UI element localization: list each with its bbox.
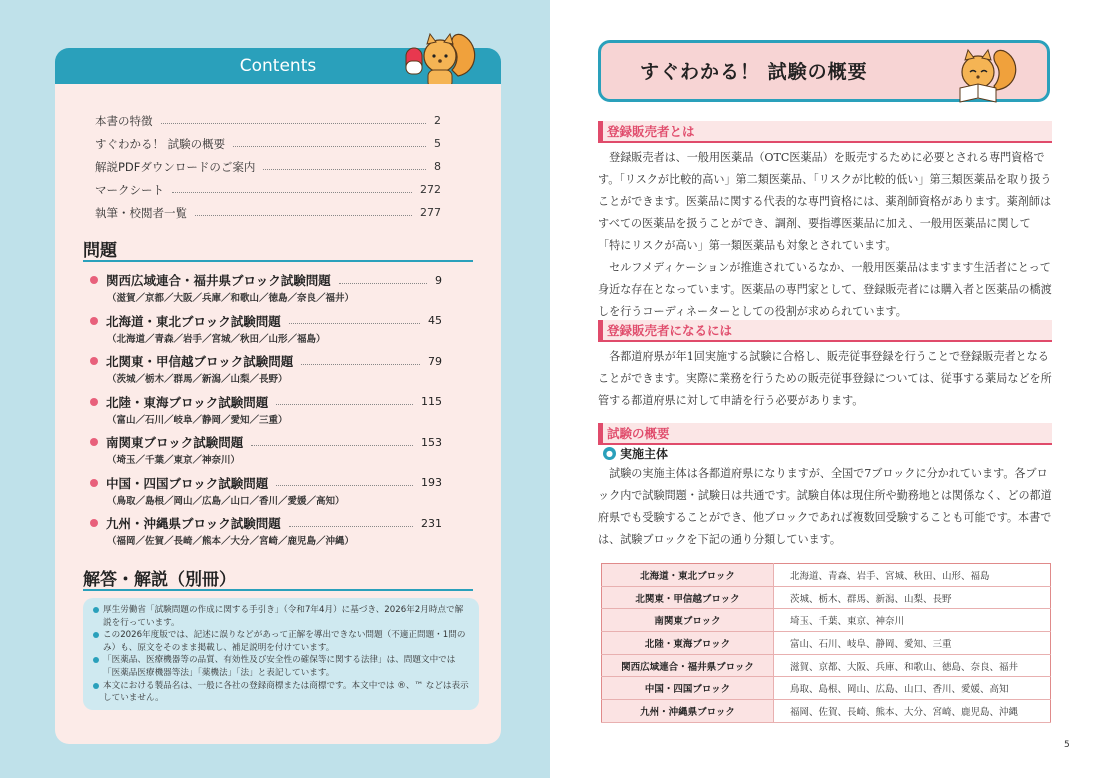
table-row: 九州・沖縄県ブロック 福岡、佐賀、長崎、熊本、大分、宮崎、鹿児島、沖縄: [602, 700, 1051, 723]
paragraph: 試験の実施主体は各都道府県になりますが、全国で7ブロックに分かれています。各ブロック内で試験問題・試験日は共通です。試験自体は現住所や勤務地とは関係なく、どの都道府県でも受験することができ、他ブロックであれば複数回受験することも可能です。本書では、試験ブロックを下記の通り分類しています。: [598, 467, 1052, 546]
bullet-icon: [93, 683, 99, 689]
bullet-icon: [90, 357, 98, 365]
paragraph: 登録販売者は、一般用医薬品（OTC医薬品）を販売するために必要とされる専門資格です。「リスクが比較的高い」第二類医薬品、「リスクが比較的低い」第三類医薬品を取り扱うことができます。医薬品に関する代表的な専門資格には、薬剤師資格があります。薬剤師はすべての医薬品を扱うことができ、調剤、要指導医薬品に加え、一般用医薬品に関して「特にリスクが高い」第一類医薬品も対象とされています。: [598, 151, 1052, 252]
toc-item[interactable]: 本書の特徴 2: [95, 113, 441, 128]
squirrel-mascot-icon: [400, 26, 480, 90]
page-number: 5: [1064, 740, 1070, 750]
note-item: この2026年度版では、記述に誤りなどがあって正解を導出できない問題（不適正問題・1問のみ）も、原文をそのまま掲載し、補足説明を付けています。: [93, 629, 469, 654]
bullet-icon: [93, 607, 99, 613]
bullet-icon: [90, 276, 98, 284]
answers-divider: [83, 589, 473, 591]
bullet-icon: [90, 398, 98, 406]
bullet-icon: [90, 479, 98, 487]
toc-item[interactable]: マークシート 272: [95, 182, 441, 197]
toc-item[interactable]: 解説PDFダウンロードのご案内 8: [95, 159, 441, 174]
subheading: ● 実施主体: [603, 445, 668, 462]
paragraph: 各都道府県が年1回実施する試験に合格し、販売従事登録を行うことで登録販売者となることができます。実際に業務を行うための販売従事登録については、従事する薬局などを所管する都道府県に対して申請を行う必要があります。: [598, 350, 1052, 407]
table-row: 北海道・東北ブロック 北海道、青森、岩手、宮城、秋田、山形、福島: [602, 564, 1051, 587]
exam-item[interactable]: 南関東ブロック試験問題 153 （埼玉／千葉／東京／神奈川）: [90, 432, 442, 473]
toc-item[interactable]: すぐわかる！ 試験の概要 5: [95, 136, 441, 151]
section-heading: 登録販売者になるには: [598, 320, 1052, 340]
exam-item[interactable]: 北海道・東北ブロック試験問題 45 （北海道／青森／岩手／宮城／秋田／山形／福島）: [90, 311, 442, 352]
table-row: 南関東ブロック 埼玉、千葉、東京、神奈川: [602, 609, 1051, 632]
notes-box: [83, 598, 479, 710]
exam-item[interactable]: 北関東・甲信越ブロック試験問題 79 （茨城／栃木／群馬／新潟／山梨／長野）: [90, 351, 442, 392]
section-heading: 試験の概要: [598, 423, 1052, 443]
toc-list: [95, 109, 441, 224]
table-row: 北関東・甲信越ブロック 茨城、栃木、群馬、新潟、山梨、長野: [602, 586, 1051, 609]
bullet-icon: [93, 632, 99, 638]
paragraph: セルフメディケーションが推進されているなか、一般用医薬品はますます生活者にとって身近な存在となっています。医薬品の専門家として、登録販売者には購入者と医薬品の橋渡しを行うコーディネーターとしての役割が求められています。: [598, 261, 1052, 318]
toc-item[interactable]: 執筆・校閲者一覧 277: [95, 205, 441, 220]
table-row: 北陸・東海ブロック 富山、石川、岐阜、静岡、愛知、三重: [602, 632, 1051, 655]
exam-list: [90, 270, 442, 554]
info-icon: ●: [603, 447, 616, 460]
bullet-icon: [90, 438, 98, 446]
questions-heading: 問題: [83, 241, 117, 261]
contents-title: Contents: [55, 48, 501, 84]
table-row: 中国・四国ブロック 鳥取、島根、岡山、広島、山口、香川、愛媛、高知: [602, 677, 1051, 700]
bullet-icon: [90, 317, 98, 325]
exam-item[interactable]: 北陸・東海ブロック試験問題 115 （富山／石川／岐阜／静岡／愛知／三重）: [90, 392, 442, 433]
exam-item[interactable]: 中国・四国ブロック試験問題 193 （鳥取／島根／岡山／広島／山口／香川／愛媛／高知）: [90, 473, 442, 514]
questions-divider: [83, 260, 473, 262]
note-item: 「医薬品、医療機器等の品質、有効性及び安全性の確保等に関する法律」は、問題文中では「医薬品医療機器等法」「薬機法」「法」と表記しています。: [93, 654, 469, 679]
bullet-icon: [90, 519, 98, 527]
section-heading: 登録販売者とは: [598, 121, 1052, 141]
bullet-icon: [93, 657, 99, 663]
block-table: [601, 563, 1051, 723]
page-title: すぐわかる！ 試験の概要: [640, 61, 868, 83]
note-item: 厚生労働省「試験問題の作成に関する手引き」（令和7年4月）に基づき、2026年2月時点で解説を行っています。: [93, 604, 469, 629]
table-row: 関西広域連合・福井県ブロック 滋賀、京都、大阪、兵庫、和歌山、徳島、奈良、福井: [602, 654, 1051, 677]
exam-item[interactable]: 関西広域連合・福井県ブロック試験問題 9 （滋賀／京都／大阪／兵庫／和歌山／徳島／奈良／福井）: [90, 270, 442, 311]
exam-item[interactable]: 九州・沖縄県ブロック試験問題 231 （福岡／佐賀／長崎／熊本／大分／宮崎／鹿児島／沖縄）: [90, 513, 442, 554]
squirrel-reading-mascot-icon: [944, 44, 1024, 106]
note-item: 本文における製品名は、一般に各社の登録商標または商標です。本文中では ®、™ などは表示していません。: [93, 680, 469, 705]
answers-heading: 解答・解説（別冊）: [83, 570, 236, 590]
